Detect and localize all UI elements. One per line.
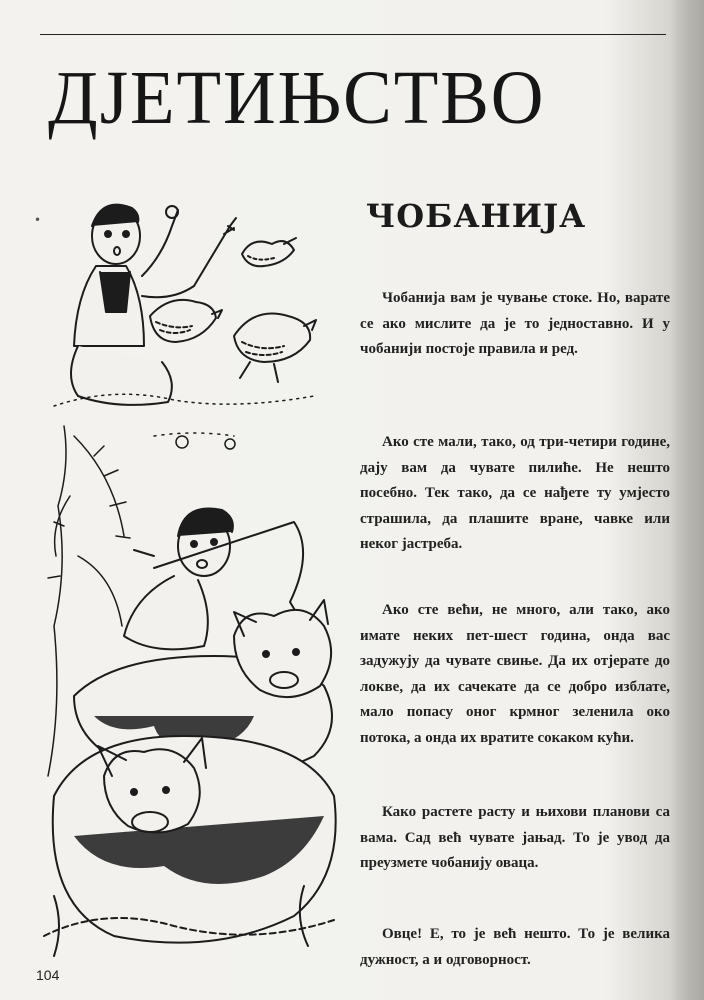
chicks-and-hens <box>150 238 316 382</box>
ink-speck: • <box>34 213 42 227</box>
section-title: ЧОБАНИЈА <box>366 197 587 235</box>
chapter-title: ДЈЕТИЊСТВО <box>48 56 546 140</box>
boy-with-stick-figure <box>71 205 236 405</box>
shepherd-children-illustration <box>34 196 344 966</box>
paragraph-5: Овце! Е, то је већ нешто. То је велика дужност, а и одговорност. <box>360 926 670 968</box>
paragraph-1: Чобанија вам је чување стоке. Но, варате се ако мислите да је то једноставно. И у чобанији постоје правила и ред. <box>360 290 670 357</box>
paragraph-3: Ако сте већи, не много, али тако, ако имате неких пет-шест година, онда вас задужују да чувате свиње. Да их отјерате до локве, да их сачекате да се добро изблате, мало попасу оног крмног зеленила око потока, а онда их вратите сокаком кући. <box>360 602 670 746</box>
paragraph-2: Ако сте мали, тако, од три-четири године, дају вам да чувате пилиће. Не нешто посебно. Тек тако, да се нађете ту умјесто страшила, да плашите вране, чавке или неког јастреба. <box>360 434 670 552</box>
book-spine-shadow <box>670 0 704 1000</box>
top-rule <box>40 34 666 35</box>
pigs-figure <box>44 600 336 956</box>
page-number: 104 <box>36 967 60 983</box>
paragraph-4: Како растете расту и њихови планови са вама. Сад већ чувате јањад. То је увод да преузмете чобанију оваца. <box>360 804 670 871</box>
